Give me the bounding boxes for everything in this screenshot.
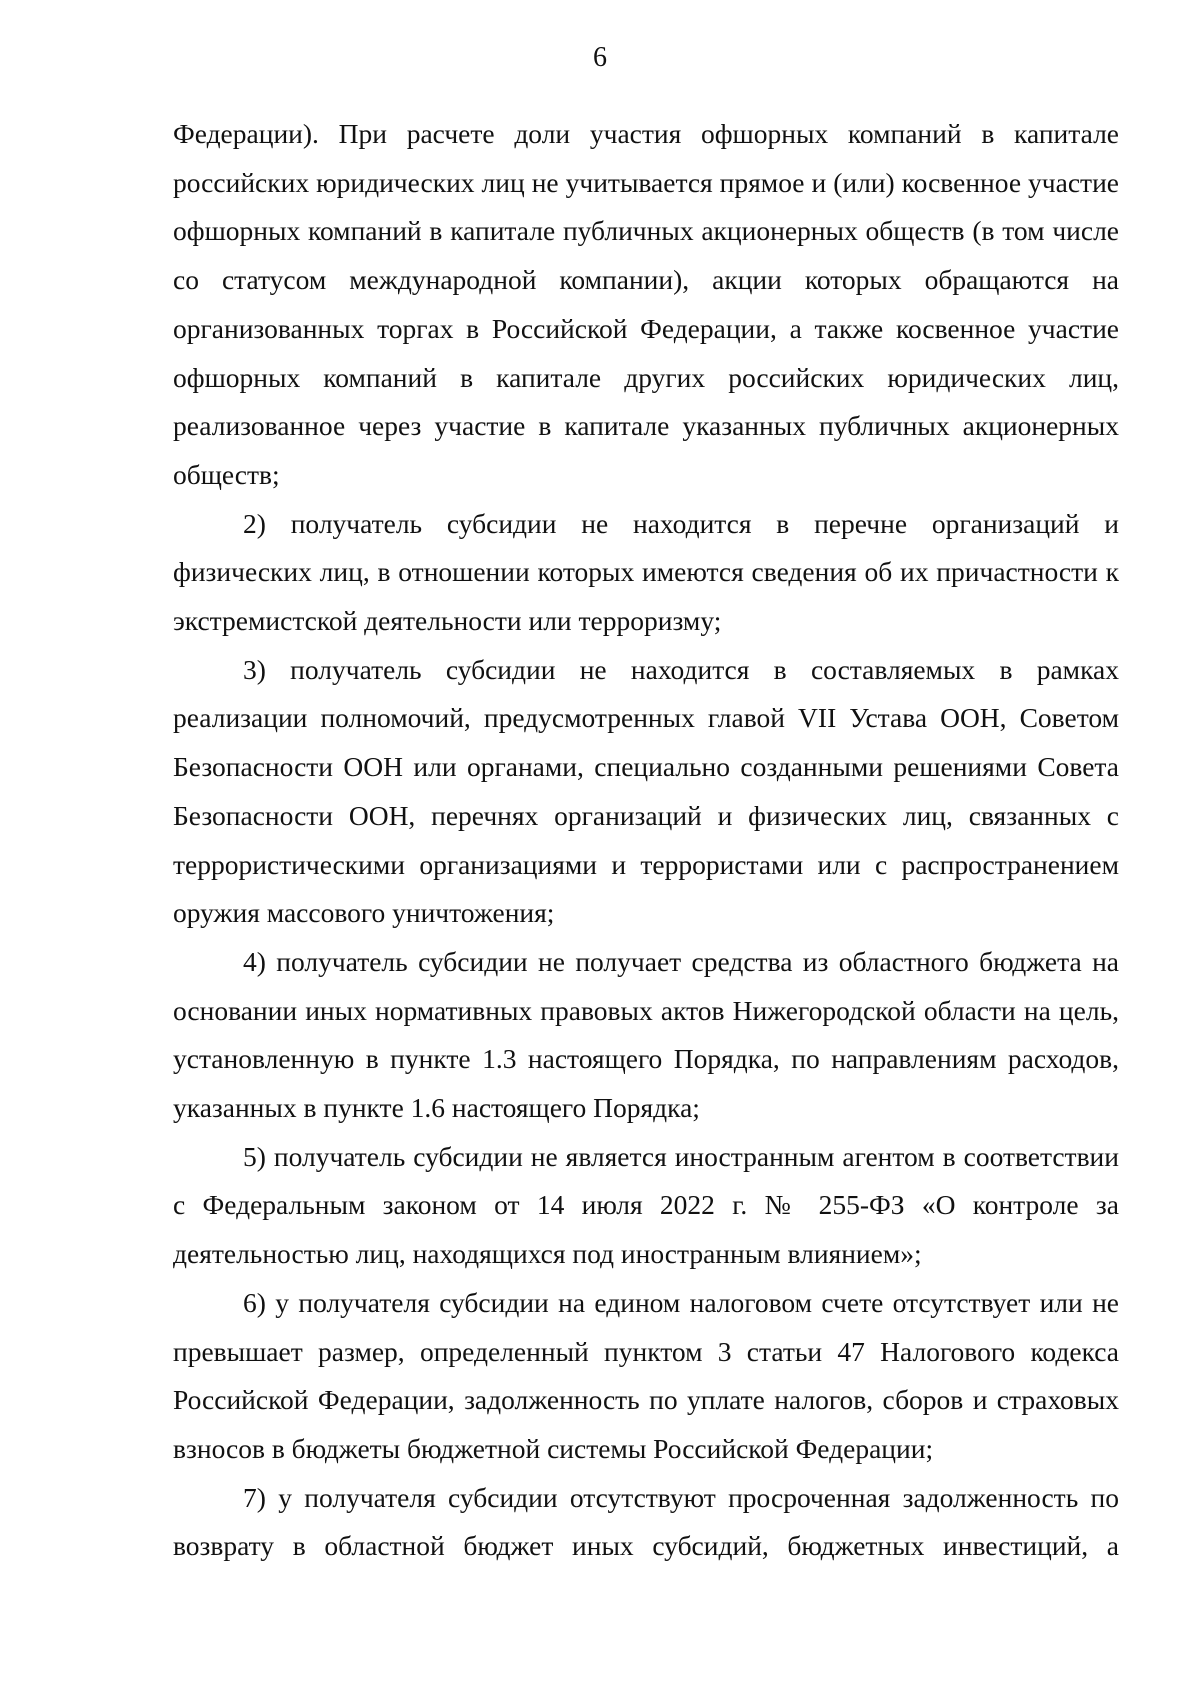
- document-body: [173, 110, 1119, 1571]
- paragraph-item-3: 3) получатель субсидии не находится в составляемых в рамках реализации полномочий, предусмотренных главой VII Устава ООН, Советом Безопасности ООН или органами, специально созданными решениями Совета Безопасности ООН, перечнях организаций и физических лиц, связанных с террористическими организациями и террористами или с распространением оружия массового уничтожения;: [173, 653, 1119, 929]
- paragraph-item-5: 5) получатель субсидии не является иностранным агентом в соответствии с Федеральным законом от 14 июля 2022 г. № 255-ФЗ «О контроле за деятельностью лиц, находящихся под иностранным влиянием»;: [173, 1140, 1119, 1270]
- paragraph-item-2: 2) получатель субсидии не находится в перечне организаций и физических лиц, в отношении которых имеются сведения об их причастности к экстремистской деятельности или терроризму;: [173, 507, 1119, 637]
- paragraph-item-6: 6) у получателя субсидии на едином налоговом счете отсутствует или не превышает размер, определенный пунктом 3 статьи 47 Налогового кодекса Российской Федерации, задолженность по уплате налогов, сборов и страховых взносов в бюджеты бюджетной системы Российской Федерации;: [173, 1286, 1119, 1464]
- paragraph-continuation: Федерации). При расчете доли участия офшорных компаний в капитале российских юридических лиц не учитывается прямое и (или) косвенное участие офшорных компаний в капитале публичных акционерных обществ (в том числе со статусом международной компании), акции которых обращаются на организованных торгах в Российской Федерации, а также косвенное участие офшорных компаний в капитале других российских юридических лиц, реализованное через участие в капитале указанных публичных акционерных обществ;: [173, 118, 1119, 490]
- paragraph-item-4: 4) получатель субсидии не получает средства из областного бюджета на основании иных нормативных правовых актов Нижегородской области на цель, установленную в пункте 1.3 настоящего Порядка, по направлениям расходов, указанных в пункте 1.6 настоящего Порядка;: [173, 945, 1119, 1124]
- page-number: 6: [593, 42, 607, 73]
- paragraph-item-7: 7) у получателя субсидии отсутствуют просроченная задолженность по возврату в областной бюджет иных субсидий, бюджетных инвестиций, а: [173, 1481, 1119, 1562]
